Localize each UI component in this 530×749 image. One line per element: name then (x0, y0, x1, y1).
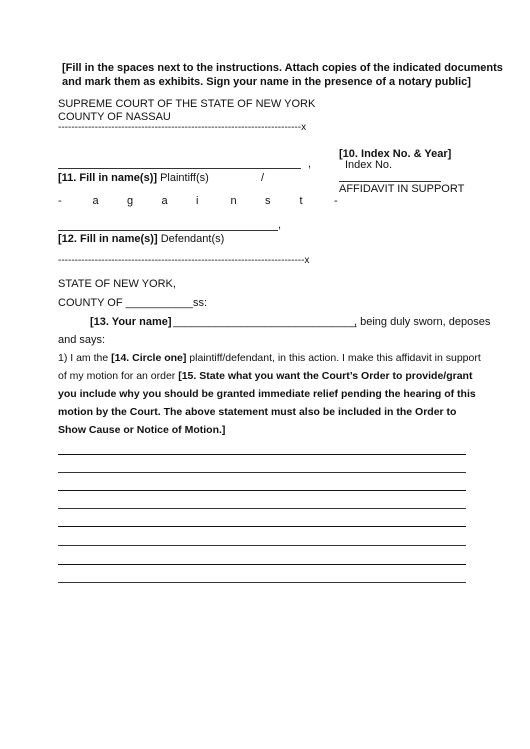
court-name: SUPREME COURT OF THE STATE OF NEW YORK (58, 98, 316, 110)
against-char: i (196, 195, 199, 207)
plaintiff-label (58, 172, 209, 185)
body-line-1-start: 1) I am the (58, 352, 112, 364)
against-separator (58, 195, 369, 208)
writing-line[interactable] (58, 564, 466, 565)
instructions-line-1: [Fill in the spaces next to the instructions. Attach copies of the indicated documents (62, 62, 503, 74)
writing-line[interactable] (58, 545, 466, 546)
writing-line[interactable] (58, 454, 466, 455)
venue-county-field[interactable]: ___________ (125, 297, 193, 309)
caption-divider-bottom: --------------------------------------------------------------------------x (58, 255, 310, 266)
against-char: s (265, 195, 271, 207)
writing-line[interactable] (58, 508, 466, 509)
venue-ss: ss: (192, 297, 207, 309)
defendant-label (58, 233, 224, 246)
body-line-2-instruction: [15. State what you want the Court’s Order to provide/grant (178, 370, 473, 382)
venue-state: STATE OF NEW YORK, (58, 278, 176, 290)
index-sublabel: Index No. (345, 159, 393, 171)
plaintiff-name-field[interactable] (58, 168, 301, 169)
affiant-name-field[interactable]: ______________________________ (173, 316, 357, 328)
against-char: n (230, 195, 237, 207)
against-char: t (299, 195, 303, 207)
index-label: [10. Index No. & Year] (339, 148, 452, 160)
body-line-3: you include why you should be granted immediate relief pending the hearing of this (58, 388, 476, 400)
venue-county-prefix: COUNTY OF (58, 297, 123, 309)
plaintiff-label-text: Plaintiff(s) (160, 172, 209, 184)
body-line-1-rest: plaintiff/defendant, in this action. I make this affidavit in support (186, 352, 481, 364)
affiant-continuation: and says: (58, 334, 106, 346)
writing-line[interactable] (58, 582, 466, 583)
index-number-field[interactable] (339, 181, 441, 182)
against-char: a (161, 195, 168, 207)
instructions-line-2: and mark them as exhibits. Sign your name in the presence of a notary public] (62, 76, 471, 88)
venue-county (58, 297, 207, 310)
body-line-2 (58, 370, 472, 383)
against-char: - (334, 195, 338, 207)
body-line-1 (58, 352, 481, 365)
plaintiff-slash: / (261, 172, 265, 184)
caption-divider-top: -------------------------------------------------------------------------x (58, 122, 307, 133)
body-line-1-instruction: [14. Circle one] (111, 352, 187, 364)
against-char: a (92, 195, 99, 207)
writing-line[interactable] (58, 472, 466, 473)
document-title: AFFIDAVIT IN SUPPORT (339, 183, 465, 195)
against-char: g (127, 195, 134, 207)
defendant-label-text: Defendant(s) (160, 233, 225, 245)
plaintiff-label-instruction: [11. Fill in name(s)] (58, 172, 158, 184)
plaintiff-comma: , (308, 158, 312, 170)
defendant-comma: , (278, 219, 282, 231)
court-county: COUNTY OF NASSAU (58, 111, 171, 123)
body-line-5: Show Cause or Notice of Motion.] (58, 424, 226, 436)
defendant-name-field[interactable] (58, 230, 278, 231)
affiant-sworn-text: , being duly sworn, deposes (354, 316, 491, 328)
affiant-label: [13. Your name] (90, 316, 172, 328)
against-char: - (58, 195, 62, 207)
defendant-label-instruction: [12. Fill in name(s)] (58, 233, 158, 245)
body-line-4: motion by the Court. The above statement must also be included in the Order to (58, 406, 457, 418)
writing-line[interactable] (58, 490, 466, 491)
writing-line[interactable] (58, 526, 466, 527)
body-line-2-start: of my motion for an order (58, 370, 179, 382)
